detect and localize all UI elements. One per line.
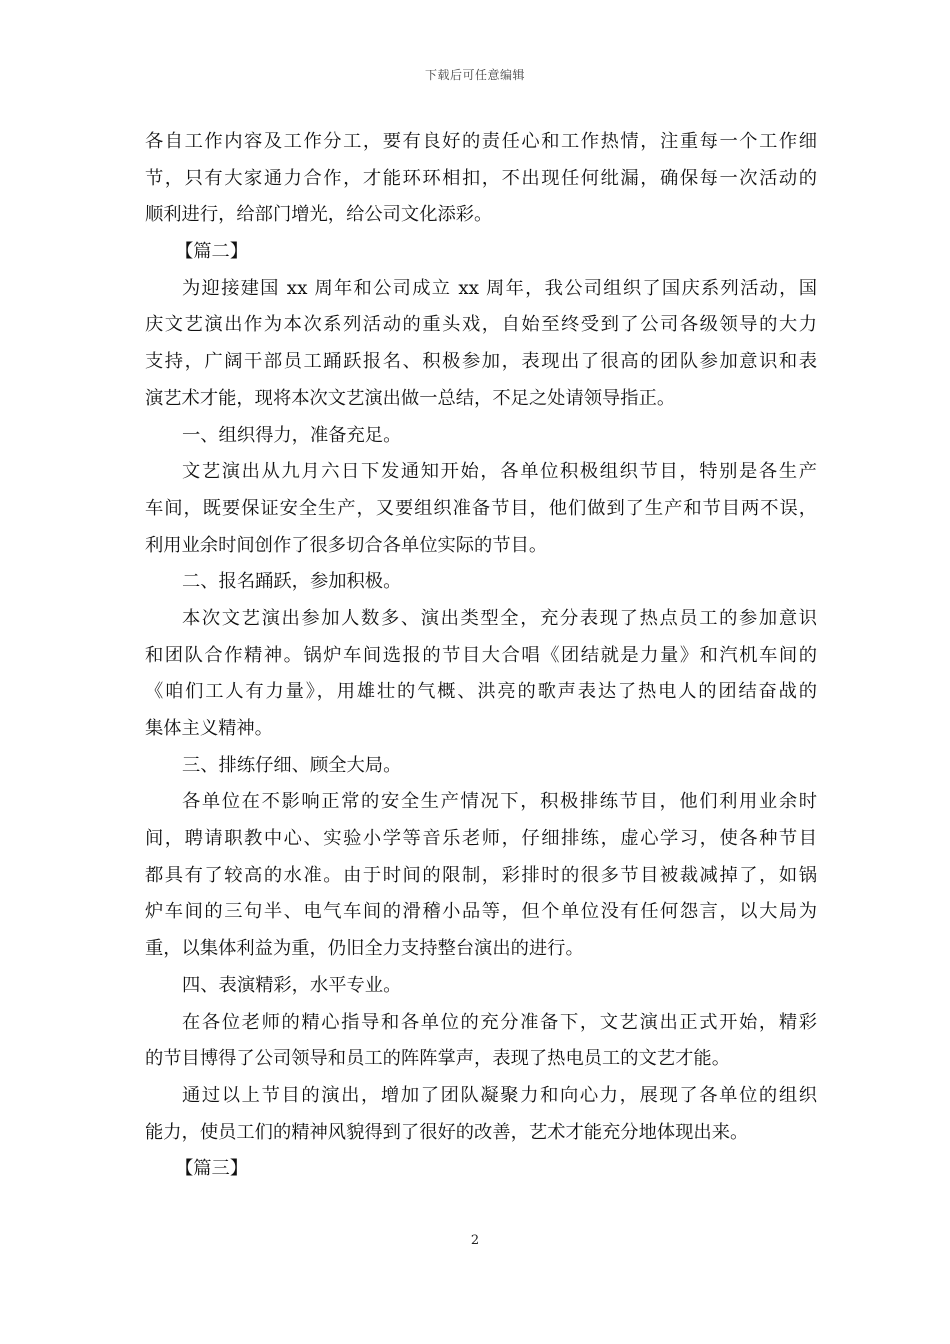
text-line: 《咱们工人有力量》，用雄壮的气概、洪亮的歌声表达了热电人的团结奋战的 [145, 681, 817, 703]
subheading: 四、表演精彩，水平专业。 [182, 974, 402, 996]
text-line: 间，聘请职教中心、实验小学等音乐老师，仔细排练，虚心学习，使各种节目 [145, 828, 817, 850]
text-line: 都具有了较高的水准。由于时间的限制，彩排时的很多节目被裁减掉了，如锅 [145, 864, 817, 886]
subheading: 三、排练仔细、顾全大局。 [182, 754, 402, 776]
text-line: 各自工作内容及工作分工，要有良好的责任心和工作热情，注重每一个工作细 [145, 131, 817, 152]
text-line: 的节目博得了公司领导和员工的阵阵掌声，表现了热电员工的文艺才能。 [145, 1048, 730, 1070]
text-line: 本次文艺演出参加人数多、演出类型全，充分表现了热点员工的参加意识 [182, 607, 817, 629]
text-line: 和团队合作精神。锅炉车间选报的节目大合唱《团结就是力量》和汽机车间的 [145, 644, 817, 666]
subheading: 一、组织得力，准备充足。 [182, 424, 402, 446]
section-heading: 【篇二】 [175, 241, 249, 263]
text-line: 各单位在不影响正常的安全生产情况下，积极排练节目，他们利用业余时 [182, 791, 817, 813]
text-line: 重，以集体利益为重，仍旧全力支持整台演出的进行。 [145, 938, 584, 960]
subheading: 二、报名踊跃，参加积极。 [182, 571, 402, 593]
text-line: 庆文艺演出作为本次系列活动的重头戏，自始至终受到了公司各级领导的大力 [145, 314, 817, 336]
page-number: 2 [470, 1233, 480, 1248]
text-line: 通过以上节目的演出，增加了团队凝聚力和向心力，展现了各单位的组织 [182, 1084, 817, 1106]
section-heading: 【篇三】 [175, 1158, 249, 1180]
text-line: 文艺演出从九月六日下发通知开始，各单位积极组织节目，特别是各生产 [182, 461, 817, 483]
text-line: 支持，广阔干部员工踊跃报名、积极参加，表现出了很高的团队参加意识和表 [145, 351, 817, 373]
text-line: 车间，既要保证安全生产，又要组织准备节目，他们做到了生产和节目两不误， [145, 497, 817, 519]
page-header: 下载后可任意编辑 [424, 68, 525, 82]
text-line: 为迎接建国 xx 周年和公司成立 xx 周年，我公司组织了国庆系列活动，国 [182, 277, 817, 299]
text-line: 演艺术才能，现将本次文艺演出做一总结，不足之处请领导指正。 [145, 387, 676, 409]
body-text [145, 124, 817, 1188]
text-line: 在各位老师的精心指导和各单位的充分准备下，文艺演出正式开始，精彩 [182, 1011, 817, 1033]
text-line: 节，只有大家通力合作，才能环环相扣，不出现任何纰漏，确保每一次活动的 [145, 167, 817, 189]
text-line: 集体主义精神。 [145, 718, 273, 739]
text-line: 利用业余时间创作了很多切合各单位实际的节目。 [145, 534, 548, 556]
text-line: 能力，使员工们的精神风貌得到了很好的改善，艺术才能充分地体现出来。 [145, 1121, 749, 1143]
text-line: 顺利进行，给部门增光，给公司文化添彩。 [145, 204, 493, 226]
text-line: 炉车间的三句半、电气车间的滑稽小品等，但个单位没有任何怨言，以大局为 [145, 901, 817, 923]
